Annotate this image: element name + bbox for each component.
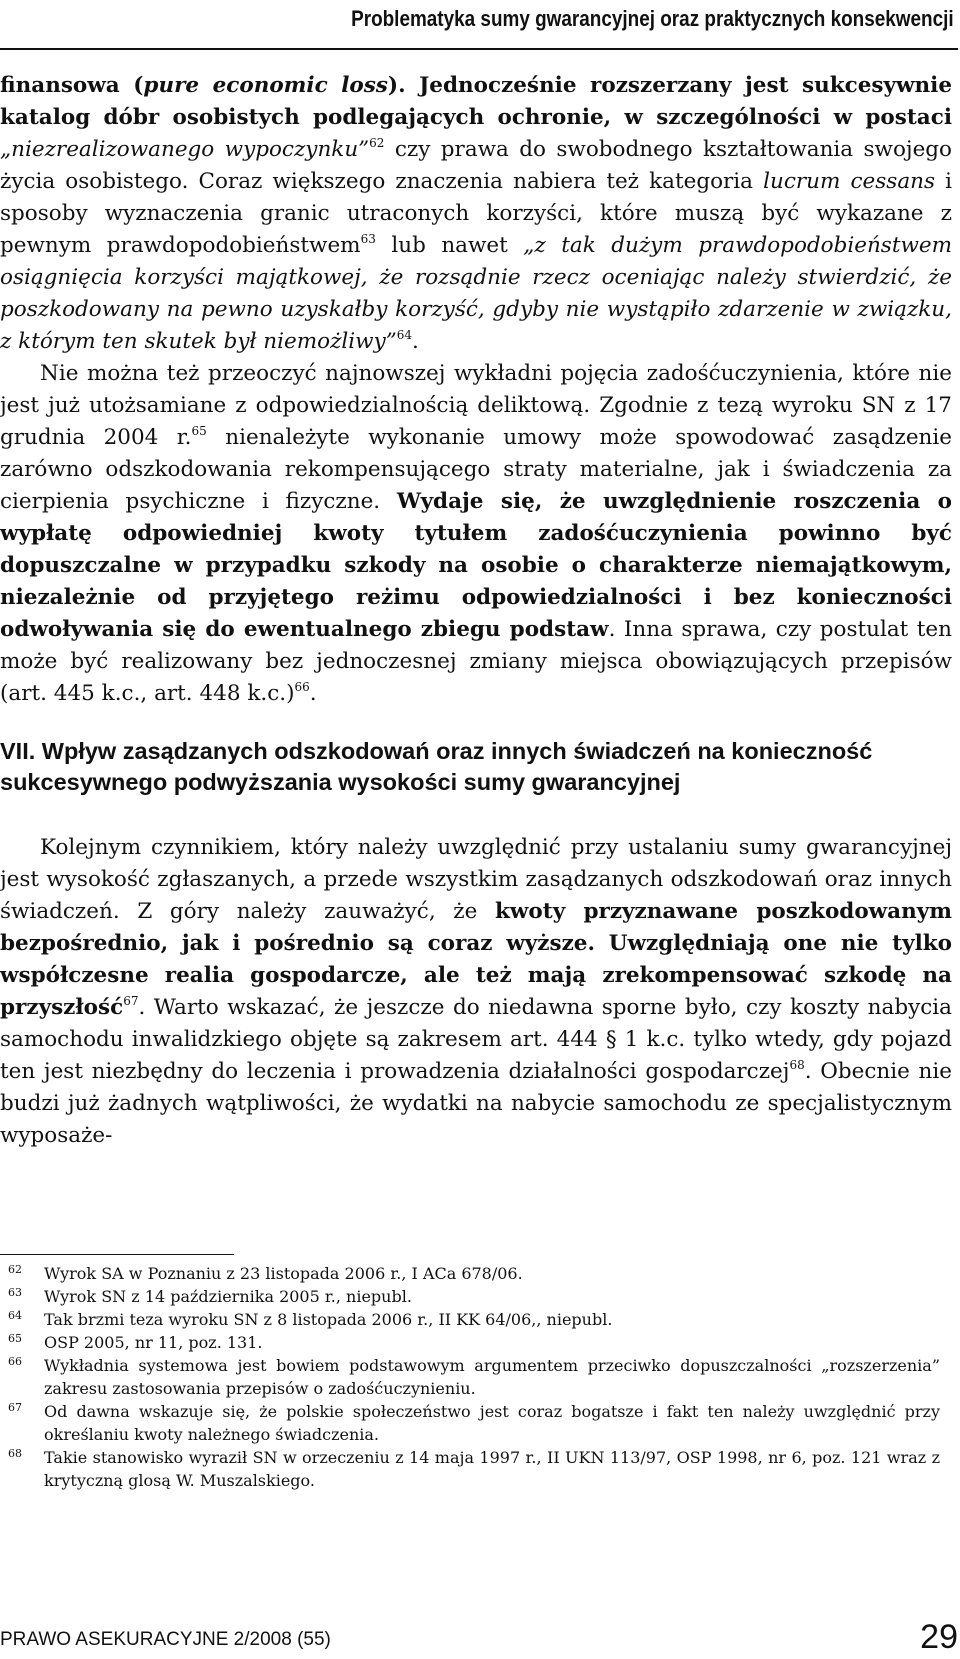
paragraph-2-thesis: Wydaje się, że uwzględnienie roszczenia o wypłatę odpowiedniej kwoty tytułem zadośćuczynienia powinno być dopuszczalne w przypadku szkody na osobie o charakterze niemajątkowym, niezależnie od przyjętego reżimu odpowiedzialności i bez konieczności odwoływania się do ewentualnego zbiegu podstaw	[0, 489, 952, 642]
paragraph-3-end: . Obecnie nie budzi już żadnych wątpliwości, że wydatki na nabycie samochodu ze specjalistycznym wyposaże-	[0, 1059, 952, 1148]
paragraph-1-quote: „niezrealizowanego wypoczynku”	[0, 137, 370, 162]
footnote-ref-62: 62	[369, 136, 385, 150]
footnote-ref-63: 63	[360, 232, 376, 246]
paragraph-3-text: Kolejnym czynnikiem, który należy uwzględnić przy ustalaniu sumy gwarancyjnej jest wysokość zgłaszanych, a przede wszystkim zasądzanych odszkodowań oraz innych świadczeń. Z góry należy zauważyć, że	[0, 835, 952, 924]
paragraph-2-text-2: nienależyte wykonanie umowy może spowodować zasądzenie zarówno odszkodowania rekompensującego straty materialne, jak i świadczenia za cierpienia psychiczne i fizyczne.	[0, 425, 952, 514]
paragraph-3	[0, 832, 952, 1152]
footnote-64	[0, 1308, 940, 1331]
paragraph-2-text-3: . Inna sprawa, czy postulat ten może być realizowany bez jednoczesnej zmiany miejsca obowiązujących przepisów (art. 445 k.c., art. 448 k.c.)	[0, 617, 953, 706]
section-heading: VII. Wpływ zasądzanych odszkodowań oraz innych świadczeń na konieczność sukcesywnego podwyższania wysokości sumy gwarancyjnej	[0, 738, 873, 795]
footnote-ref-64: 64	[396, 328, 412, 342]
paragraph-1-citation: „z tak dużym prawdopodobieństwem osiągnięcia korzyści majątkowej, że rozsądnie rzecz oceniając należy stwierdzić, że poszkodowany na pewno uzyskałby korzyść, gdyby nie wystąpiło zdarzenie w związku, z którym ten skutek był niemożliwy”	[0, 233, 952, 354]
header-rule	[0, 48, 958, 50]
page-number: 29	[920, 1618, 958, 1656]
footnote-separator	[0, 1254, 234, 1255]
journal-issue: PRAWO ASEKURACYJNE 2/2008 (55)	[0, 1629, 331, 1650]
paragraph-2	[0, 358, 952, 710]
footnote-ref-66: 66	[294, 680, 310, 694]
paragraph-1	[0, 70, 952, 358]
footnote-ref-67: 67	[123, 994, 139, 1008]
footnote-text: Od dawna wskazuje się, że polskie społeczeństwo jest coraz bogatsze i fakt ten należy uwzględnić przy określaniu kwoty należnego świadczenia.	[44, 1402, 940, 1444]
footnote-65	[0, 1331, 940, 1354]
paragraph-1-text-3: lub nawet	[375, 233, 524, 258]
paragraph-2-text: Nie można też przeoczyć najnowszej wykładni pojęcia zadośćuczynienia, które nie jest już utożsamiane z odpowiedzialnością deliktową. Zgodnie z tezą wyroku SN z 17 grudnia 2004 r.	[0, 361, 952, 450]
footnotes	[0, 1262, 940, 1492]
footnote-number: 63	[8, 1286, 22, 1299]
footnote-number: 65	[8, 1332, 22, 1345]
footnote-number: 66	[8, 1355, 22, 1368]
paragraph-2-end: .	[309, 681, 317, 706]
footnote-ref-68: 68	[789, 1058, 805, 1072]
paragraph-1-end: .	[412, 329, 419, 354]
footnote-62	[0, 1262, 940, 1285]
paragraph-1-bold-end: ). Jednocześnie rozszerzany jest sukcesywnie katalog dóbr osobistych podlegających ochronie, w szczególności w postaci	[0, 73, 952, 130]
footnote-number: 67	[8, 1401, 22, 1414]
paragraph-3-text-2: . Warto wskazać, że jeszcze do niedawna sporne było, czy koszty nabycia samochodu inwalidzkiego objęte są zakresem art. 444 § 1 k.c. tylko wtedy, gdy pojazd ten jest niezbędny do leczenia i prowadzenia działalności gospodarczej	[0, 995, 952, 1084]
footnote-66	[0, 1354, 940, 1400]
footnote-text: Wykładnia systemowa jest bowiem podstawowym argumentem przeciwko dopuszczalności „rozszerzenia” zakresu zastosowania przepisów o zadośćuczynieniu.	[44, 1356, 940, 1398]
footnote-text: Wyrok SN z 14 października 2005 r., niepubl.	[44, 1287, 412, 1306]
page-footer	[0, 1613, 958, 1656]
paragraph-1-text-2: i sposoby wyznaczenia granic utraconych korzyści, które muszą być wykazane z pewnym prawdopodobieństwem	[0, 169, 952, 258]
footnote-text: OSP 2005, nr 11, poz. 131.	[44, 1333, 263, 1352]
paragraph-1-text: czy prawa do swobodnego kształtowania swojego życia osobistego. Coraz większego znaczenia nabiera też kategoria	[0, 137, 952, 194]
footnote-63	[0, 1285, 940, 1308]
footnote-number: 62	[8, 1263, 22, 1276]
footnote-text: Tak brzmi teza wyroku SN z 8 listopada 2006 r., II KK 64/06,, niepubl.	[44, 1310, 613, 1329]
footnote-68	[0, 1446, 940, 1492]
running-header: Problematyka sumy gwarancyjnej oraz praktycznych konsekwencji	[351, 6, 954, 31]
footnote-number: 64	[8, 1309, 22, 1322]
paragraph-1-bold-start: finansowa (	[0, 73, 144, 98]
paragraph-3-thesis: kwoty przyznawane poszkodowanym bezpośrednio, jak i pośrednio są coraz wyższe. Uwzględniają one nie tylko współczesne realia gospodarcze, ale też mają zrekompensować szkodę na przyszłość	[0, 899, 952, 1020]
footnote-67	[0, 1400, 940, 1446]
main-text	[0, 70, 952, 1152]
footnote-ref-65: 65	[191, 424, 207, 438]
paragraph-1-term: pure economic loss	[143, 73, 388, 98]
footnote-number: 68	[8, 1447, 22, 1460]
footnote-text: Takie stanowisko wyraził SN w orzeczeniu z 14 maja 1997 r., II UKN 113/97, OSP 1998, nr 6, poz. 121 wraz z krytyczną glosą W. Muszalskiego.	[44, 1448, 940, 1490]
paragraph-1-term-lucrum: lucrum cessans	[763, 169, 936, 194]
footnote-text: Wyrok SA w Poznaniu z 23 listopada 2006 r., I ACa 678/06.	[44, 1264, 523, 1283]
